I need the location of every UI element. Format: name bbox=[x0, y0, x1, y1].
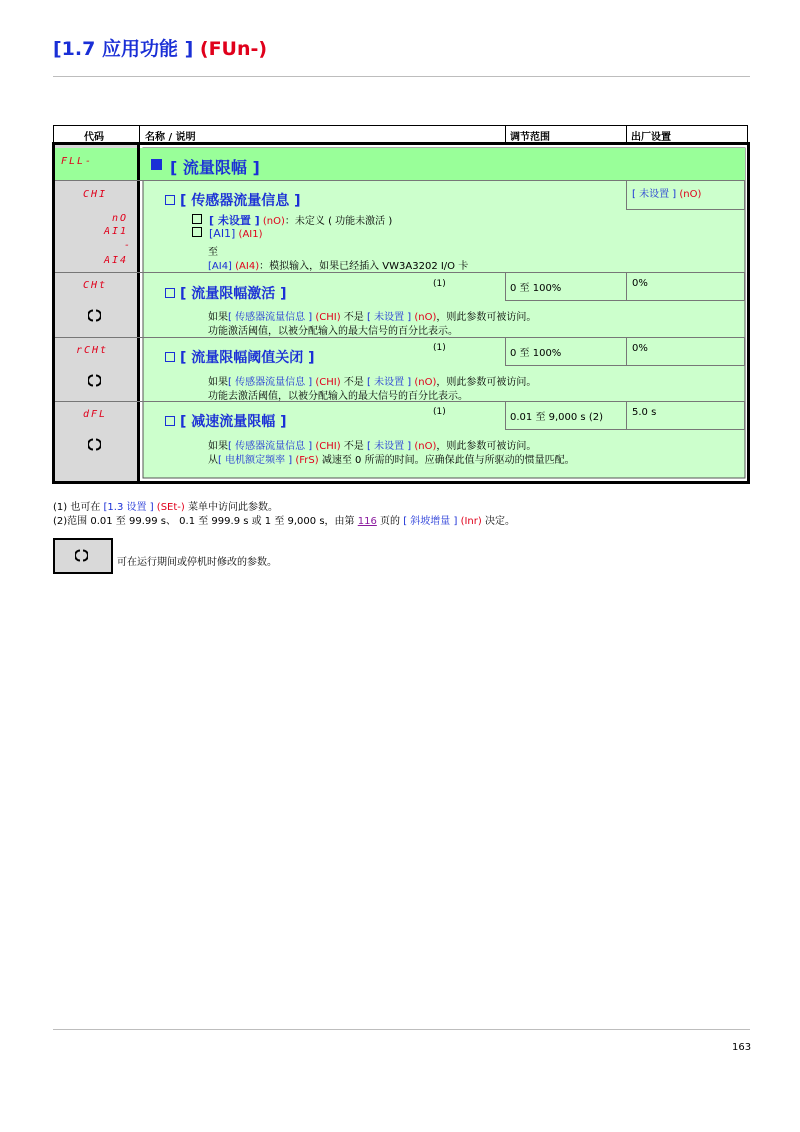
page-number: 163 bbox=[732, 1042, 752, 1053]
opt-code-dash: - bbox=[124, 240, 133, 251]
note-rcht: (1) bbox=[433, 343, 446, 353]
checkbox-icon bbox=[165, 352, 175, 362]
section-code: FLL- bbox=[61, 156, 94, 167]
factory-rcht: 0% bbox=[632, 343, 648, 354]
desc-rcht: 功能去激活阈值，以被分配输入的最大信号的百分比表示。 bbox=[208, 391, 468, 402]
option-no: [ 未设置 ] (nO)：未定义 ( 功能未激活 ) bbox=[192, 212, 392, 228]
option-ai4: [AI4] (AI4)：模拟输入，如果已经插入 VW3A3202 I/O 卡 bbox=[208, 261, 469, 272]
option-to: 至 bbox=[208, 247, 218, 258]
condition-rcht: 如果[ 传感器流量信息 ] (CHI) 不是 [ 未设置 ] (nO)，则此参数可被访问。 bbox=[208, 377, 537, 388]
factory-cht: 0% bbox=[632, 278, 648, 289]
col-header-name: 名称 / 说明 bbox=[145, 132, 196, 143]
desc-dfl: 从[ 电机额定频率 ] (FrS) 减速至 0 所需的时间。应确保此值与所驱动的惯量匹配。 bbox=[208, 455, 575, 466]
section-title: [ 流量限幅 ] bbox=[170, 158, 260, 177]
legend-text: 可在运行期间或停机时修改的参数。 bbox=[117, 557, 277, 568]
checkbox-icon bbox=[192, 227, 202, 237]
row-title-chi: [ 传感器流量信息 ] bbox=[165, 190, 301, 210]
condition-dfl: 如果[ 传感器流量信息 ] (CHI) 不是 [ 未设置 ] (nO)，则此参数可被访问。 bbox=[208, 441, 537, 452]
running-change-icon bbox=[75, 549, 88, 562]
row-title-dfl: [ 减速流量限幅 ] bbox=[165, 411, 287, 431]
row-title-cht: [ 流量限幅激活 ] bbox=[165, 283, 287, 303]
range-cht: 0 至 100% bbox=[510, 283, 562, 294]
col-header-factory: 出厂设置 bbox=[631, 132, 671, 143]
checkbox-icon bbox=[165, 195, 175, 205]
footnote-1: (1) 也可在 [1.3 设置 ] (SEt-) 菜单中访问此参数。 bbox=[53, 502, 278, 513]
running-change-icon bbox=[88, 374, 101, 387]
range-rcht: 0 至 100% bbox=[510, 348, 562, 359]
row-code-cht: CHt bbox=[83, 280, 108, 291]
page-title: [1.7 应用功能 ] (FUn-) bbox=[53, 38, 268, 60]
row-code-rcht: rCHt bbox=[76, 345, 109, 356]
checkbox-icon bbox=[192, 214, 202, 224]
option-ai1: [AI1] (AI1) bbox=[192, 227, 263, 240]
running-change-icon bbox=[88, 309, 101, 322]
col-header-range: 调节范围 bbox=[510, 132, 550, 143]
page-link[interactable]: 116 bbox=[357, 516, 377, 527]
opt-code-ai4: AI4 bbox=[104, 255, 129, 266]
row-title-rcht: [ 流量限幅阈值关闭 ] bbox=[165, 347, 315, 367]
condition-cht: 如果[ 传感器流量信息 ] (CHI) 不是 [ 未设置 ] (nO)，则此参数可被访问。 bbox=[208, 312, 537, 323]
opt-code-ai1: AI1 bbox=[104, 226, 129, 237]
note-dfl: (1) bbox=[433, 407, 446, 417]
running-change-icon bbox=[88, 438, 101, 451]
factory-dfl: 5.0 s bbox=[632, 407, 657, 418]
opt-code-no: nO bbox=[112, 213, 129, 224]
footnote-2: (2)范围 0.01 至 99.99 s、 0.1 至 999.9 s 或 1 至 9,000 s，由第 116 页的 [ 斜坡增量 ] (Inr) 决定。 bbox=[53, 516, 515, 527]
factory-chi: [ 未设置 ] (nO) bbox=[632, 189, 702, 200]
range-dfl: 0.01 至 9,000 s (2) bbox=[510, 412, 603, 423]
bottom-rule bbox=[53, 1029, 750, 1030]
checkbox-icon bbox=[165, 288, 175, 298]
col-header-code: 代码 bbox=[84, 132, 104, 143]
desc-cht: 功能激活阈值，以被分配输入的最大信号的百分比表示。 bbox=[208, 326, 458, 337]
row-code-chi: CHI bbox=[83, 189, 108, 200]
checkbox-icon bbox=[165, 416, 175, 426]
note-cht: (1) bbox=[433, 279, 446, 289]
row-code-dfl: dFL bbox=[83, 409, 108, 420]
